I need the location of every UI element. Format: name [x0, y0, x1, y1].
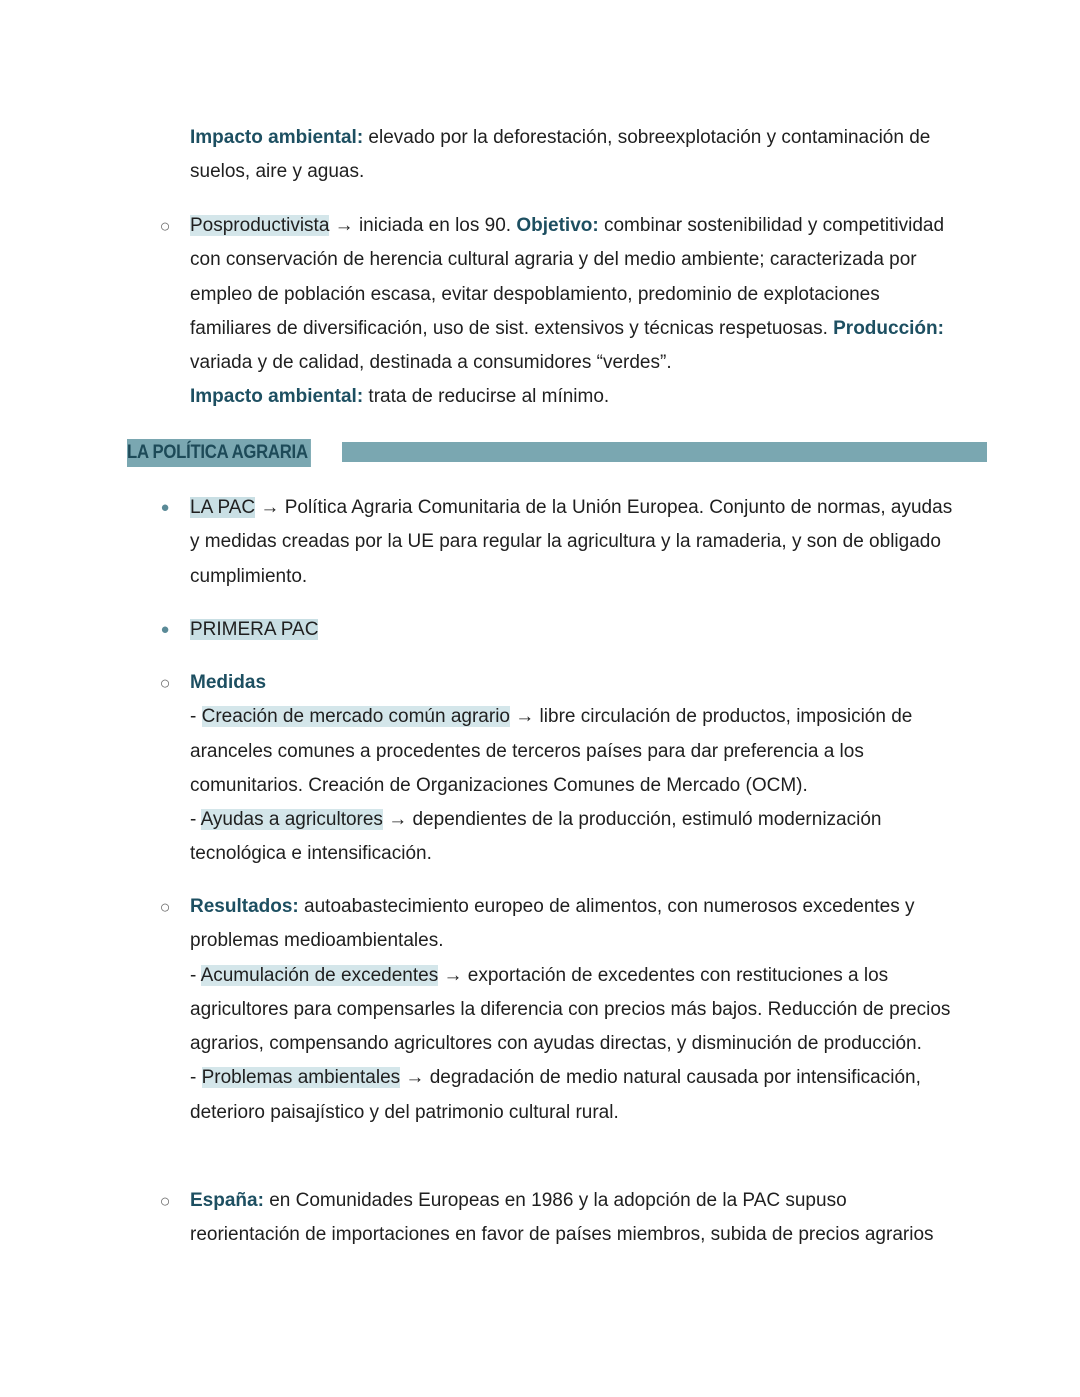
filled-bullet-icon: ●: [160, 621, 170, 638]
resultados-text: autoabastecimiento europeo de alimentos, con numerosos excedentes y problemas medioambientales.: [190, 896, 915, 952]
medidas-paragraph: [190, 666, 960, 872]
hollow-bullet-icon: ○: [159, 1191, 171, 1211]
impacto-ambiental-label: Impacto ambiental:: [190, 127, 364, 148]
section-title: LA POLÍTICA AGRARIA: [127, 439, 311, 467]
impacto-text: trata de reducirse al mínimo.: [363, 386, 610, 408]
medidas-item1-term: Creación de mercado común agrario: [201, 706, 510, 728]
posproductivista-paragraph: [190, 209, 960, 415]
impacto-label: Impacto ambiental:: [190, 386, 364, 408]
espana-paragraph: [190, 1184, 960, 1253]
medidas-item1-dash: -: [190, 706, 202, 728]
posproductivista-intro: → iniciada en los 90.: [329, 215, 517, 236]
hollow-bullet-icon: ○: [159, 216, 171, 236]
impacto-ambiental-paragraph: [190, 121, 960, 190]
heading-bar: [342, 442, 987, 462]
medidas-item2-term: Ayudas a agricultores: [200, 809, 383, 831]
primera-pac-heading: [190, 613, 960, 647]
espana-label: España:: [190, 1190, 264, 1211]
produccion-text: variada y de calidad, destinada a consumidores “verdes”.: [190, 352, 672, 374]
resultados-paragraph: [190, 890, 960, 1130]
resultados-item1-term: Acumulación de excedentes: [200, 964, 439, 986]
resultados-label: Resultados:: [190, 896, 299, 917]
section-heading: [127, 439, 987, 467]
la-pac-text: → Política Agraria Comunitaria de la Unión Europea. Conjunto de normas, ayudas y medidas creadas por la UE para regular la agricultura y la ramaderia, y son de obligado cumplimiento.: [190, 497, 953, 587]
hollow-bullet-icon: ○: [159, 897, 171, 917]
filled-bullet-icon: ●: [160, 499, 170, 516]
resultados-item1-dash: -: [190, 964, 201, 986]
produccion-label: Producción:: [833, 317, 944, 339]
objetivo-text: combinar sostenibilidad y competitividad con conservación de herencia cultural agraria y del medio ambiente; caracterizada por empleo de población escasa, evitar despoblamiento, predominio de explotaciones familiares de diversificación, uso de sist. extensivos y técnicas respetuosas.: [190, 215, 945, 339]
espana-text: en Comunidades Europeas en 1986 y la adopción de la PAC supuso reorientación de importaciones en favor de países miembros, subida de precios agrarios: [190, 1190, 934, 1246]
impacto-ambiental-text: elevado por la deforestación, sobreexplotación y contaminación de suelos, aire y aguas.: [190, 127, 931, 183]
medidas-item2-dash: -: [190, 809, 201, 831]
resultados-item2-term: Problemas ambientales: [201, 1067, 401, 1089]
hollow-bullet-icon: ○: [159, 673, 171, 693]
medidas-item2-text: → dependientes de la producción, estimuló modernización tecnológica e intensificación.: [190, 809, 882, 865]
resultados-item2-dash: -: [190, 1067, 202, 1089]
medidas-label: Medidas: [190, 672, 267, 693]
objetivo-label: Objetivo:: [516, 215, 599, 236]
resultados-item1-text: → exportación de excedentes con restituciones a los agricultores para compensarles la diferencia con precios más bajos. Reducción de precios agrarios, compensando agricultores con ayudas directas, y disminución de producción.: [190, 964, 951, 1055]
la-pac-paragraph: [190, 491, 960, 594]
medidas-item1-text: → libre circulación de productos, imposición de aranceles comunes a procedentes de terceros países para dar preferencia a los comunitarios. Creación de Organizaciones Comunes de Mercado (OCM).: [190, 706, 913, 796]
la-pac-term: LA PAC: [190, 497, 256, 518]
resultados-item2-text: → degradación de medio natural causada por intensificación, deterioro paisajístico y del patrimonio cultural rural.: [190, 1067, 921, 1123]
primera-pac-term: PRIMERA PAC: [190, 619, 319, 640]
posproductivista-term: Posproductivista: [190, 215, 330, 236]
